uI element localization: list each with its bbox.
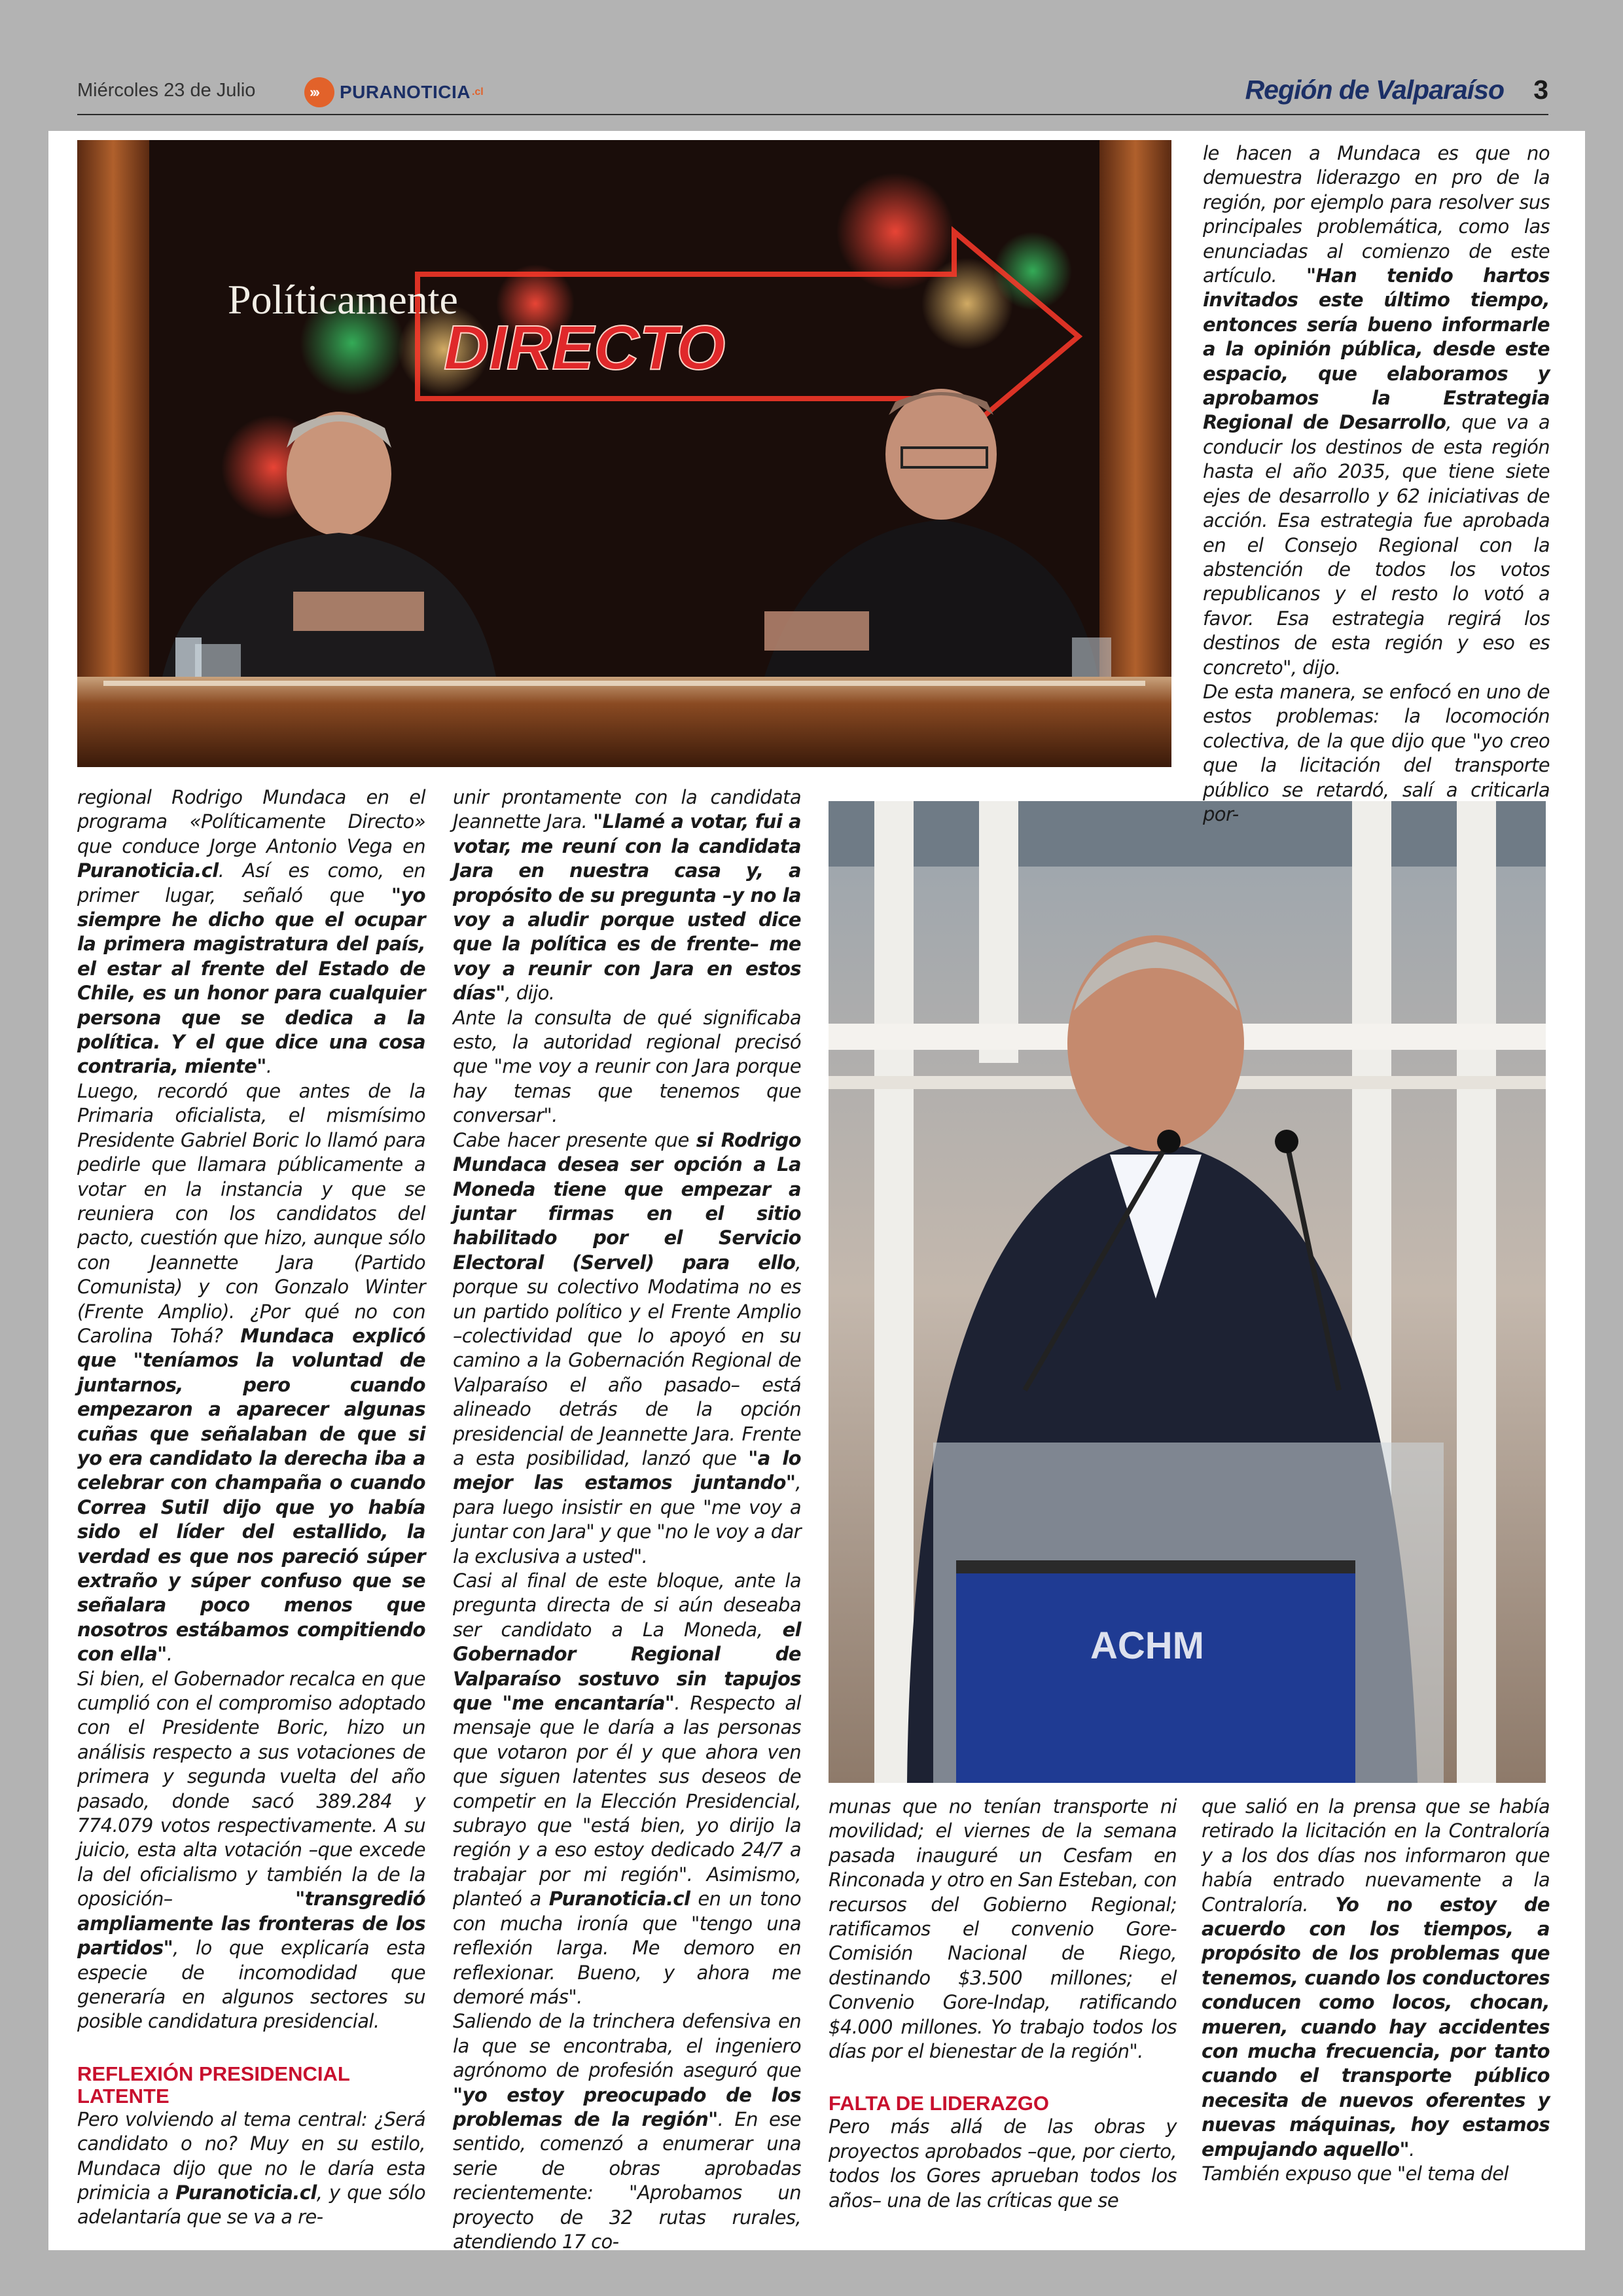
article-column-2: unir prontamente con la candidata Jeannette Jara. "Llamé a votar, fui a votar, me reuní con la candidata Jara en nuestra casa y, a propósito de su pregunta –y no la voy a aludir porque usted dice que la política es de frente– me voy a reunir con Jara en estos días", dijo. Ante la consulta de qué significaba esto, la autoridad regional precisó que "me voy a reunir con Jara porque hay temas que tenemos que conversar". Cabe hacer presente que si Rodrigo Mundaca desea ser opción a La Moneda tiene que empezar a juntar firmas en el sitio habilitado por el Servicio Electoral (Servel) para ello, porque su colectivo Modatima no es un partido político y el Frente Amplio –colectividad que lo apoyó en su camino a la Gobernación Regional de Valparaíso el año pasado– está alineado detrás de la opción presidencial de Jeannette Jara. Frente a esta posibilidad, lanzó que "a lo mejor las estamos juntando", para luego insistir en que "me voy a juntar con Jara" y que "no le voy a dar la exclusiva a usted". Casi al final de este bloque, ante la pregunta directa de si aún deseaba ser candidato a La Moneda, el Gobernador Regional de Valparaíso sostuvo sin tapujos que "me encantaría". Respecto al mensaje que le daría a las personas que votaron por él y que ahora ven que siguen latentes sus deseos de competir en la Elección Presidencial, subrayo que "está bien, yo dirijo la región y a eso estoy dedicado 24/7 a trabajar por mi región". Asimismo, planteó a Puranoticia.cl en un tono con mucha ironía que "tengo una reflexión larga. Me demoro en reflexionar. Bueno, y ahora me demoré más". Saliendo de la trinchera defensiva en la que se encontraba, el ingeniero agrónomo de profesión aseguró que "yo estoy preocupado de los problemas de la región". En ese sentido, comenzó a enumerar una serie de obras aprobadas recientemente: "Aprobamos un proyecto de 32 rutas rurales, atendiendo 17 co-	[453, 786, 801, 2253]
page-header	[77, 72, 1548, 118]
page-number: 3	[1533, 75, 1548, 105]
article-column-4: que salió en la prensa que se había retirado la licitación en la Contraloría y a los dos días nos informaron que había entrado nuevamente a la Contraloría. Yo no estoy de acuerdo con los tiempos, a propósito de los problemas que tenemos, cuando los conductores conducen como locos, chocan, mueren, cuando hay accidentes con mucha frecuencia, por tanto cuando el transporte público necesita de nuevos oferentes y nuevas máquinas, hoy estamos empujando aquello". También expuso que "el tema del	[1202, 1795, 1550, 2185]
section-title: Región de Valparaíso	[1245, 75, 1504, 105]
article-column-3: munas que no tenían transporte ni movilidad; el viernes de la semana pasada inauguré un Cesfam en Rinconada y otro en San Esteban, con recursos del Gobierno Regional; ratificamos el convenio Gore-Comisión Nacional de Riego, destinando $3.500 millones; el Convenio Gore-Indap, ratificando $4.000 millones. Yo trabajo todos los días por el bienestar de la región". FALTA DE LIDERAZGO Pero más allá de las obras y proyectos aprobados –que, por cierto, todos los Gores aprueban todos los años– una de las críticas que se	[829, 1795, 1177, 2212]
issue-date: Miércoles 23 de Julio	[77, 80, 256, 101]
governor-podium-photo	[829, 801, 1546, 1783]
podium-logo: ACHM	[1090, 1624, 1204, 1667]
article-page	[48, 131, 1585, 2253]
logo-text: PURANOTICIA	[340, 82, 471, 102]
tv-studio-photo	[77, 140, 1171, 767]
logo-suffix: .cl	[471, 86, 484, 98]
article-column-top-right: le hacen a Mundaca es que no demuestra liderazgo en pro de la región, por ejemplo para resolver sus principales problemática, como las enunciadas al comienzo de este artículo. "Han tenido hartos invitados este último tiempo, entonces sería bueno informarle a la opinión pública, desde este espacio, que elaboramos y aprobamos la Estrategia Regional de Desarrollo, que va a conducir los destinos de esta región hasta el año 2035, que tiene siete ejes de desarrollo y 62 iniciativas de acción. Esa estrategia fue aprobada en el Consejo Regional con la abstención de todos los votos republicanos y el resto lo votó a favor. Esa estrategia regirá los destinos de esta región y eso es concreto", dijo. De esta manera, se enfocó en uno de estos problemas: la locomoción colectiva, de la que dijo que "yo creo que la licitación del transporte público se retardó, salí a criticarla por-	[1203, 142, 1550, 825]
show-title: Políticamente	[228, 276, 458, 323]
show-title-2: DIRECTO	[444, 313, 726, 383]
logo-arrows-icon: ›››	[304, 77, 334, 107]
subhead-reflexion: REFLEXIÓN PRESIDENCIAL LATENTE	[77, 2062, 350, 2108]
article-column-1: regional Rodrigo Mundaca en el programa «Políticamente Directo» que conduce Jorge Antonio Vega en Puranoticia.cl. Así es como, en primer lugar, señaló que "yo siempre he dicho que el ocupar la primera magistratura del país, el estar al frente del Estado de Chile, es un honor para cualquier persona que se dedica a la política. Y el que dice una cosa contraria, miente". Luego, recordó que antes de la Primaria oficialista, el mismísimo Presidente Gabriel Boric lo llamó para pedirle que llamara públicamente a votar en la instancia y que se reuniera con los candidatos del pacto, cuestión que hizo, aunque sólo con Jeannette Jara (Partido Comunista) y con Gonzalo Winter (Frente Amplio). ¿Por qué no con Carolina Tohá? Mundaca explicó que "teníamos la voluntad de juntarnos, pero cuando empezaron a aparecer algunas cuñas que señalaban de que si yo era candidato la derecha iba a celebrar con champaña o cuando Correa Sutil dijo que yo había sido el líder del estallido, la verdad es que nos pareció súper extraño y súper confuso que se señalara poco menos que nosotros estábamos compitiendo con ella". Si bien, el Gobernador recalca en que cumplió con el compromiso adoptado con el Presidente Boric, hizo un análisis respecto a sus votaciones de primera y segunda vuelta del año pasado, donde sacó 389.284 y 774.079 votos respectivamente. A su juicio, esta alta votación –que excede la del oficialismo y también la de la oposición– "transgredió ampliamente las fronteras de los partidos", lo que explicaría esta especie de incomodidad que generaría en algunos sectores su posible candidatura presidencial. REFLEXIÓN PRESIDENCIAL LATENTE Pero volviendo al tema central: ¿Será candidato o no? Muy en su estilo, Mundaca dijo que no le daría esta primicia a Puranoticia.cl, y que sólo adelantaría que se va a re-	[77, 786, 425, 2229]
subhead-falta-liderazgo: FALTA DE LIDERAZGO	[829, 2092, 1049, 2115]
header-rule	[77, 114, 1548, 115]
puranoticia-logo[interactable]	[304, 76, 484, 109]
